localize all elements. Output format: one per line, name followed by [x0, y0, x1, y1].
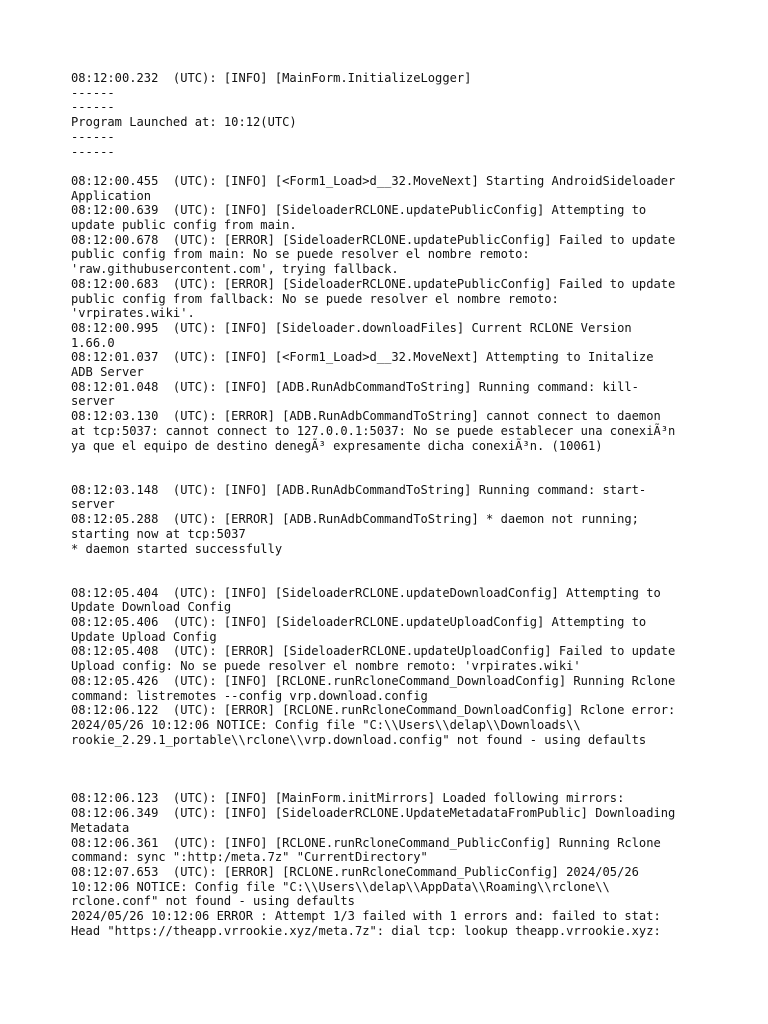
log-line: 08:12:00.232 (UTC): [INFO] [MainForm.InitializeLogger] [71, 71, 472, 85]
log-line: 08:12:00.683 (UTC): [ERROR] [SideloaderRCLONE.updatePublicConfig] Failed to update [71, 276, 676, 291]
log-line: Metadata [71, 820, 130, 835]
log-line: Head "https://theapp.vrrookie.xyz/meta.7z": dial tcp: lookup theapp.vrrookie.xyz: [71, 923, 661, 938]
log-line: ya que el equipo de destino denegÃ³ expresamente dicha conexiÃ³n. (10061) [71, 438, 603, 453]
log-line: 2024/05/26 10:12:06 NOTICE: Config file "C:\\Users\\delap\\Downloads\\ [71, 717, 581, 732]
log-line [71, 453, 711, 468]
log-line: 08:12:00.639 (UTC): [INFO] [SideloaderRCLONE.updatePublicConfig] Attempting to [71, 203, 647, 218]
log-line: 'vrpirates.wiki'. [71, 306, 195, 321]
log-line: 'raw.githubusercontent.com', trying fallback. [71, 262, 399, 277]
log-line: 08:12:00.995 (UTC): [INFO] [Sideloader.downloadFiles] Current RCLONE Version [71, 320, 632, 335]
log-line: server [71, 394, 115, 409]
log-line: 08:12:06.123 (UTC): [INFO] [MainForm.initMirrors] Loaded following mirrors: [71, 791, 625, 806]
log-line: ------ [71, 85, 115, 100]
log-line: Upload config: No se puede resolver el nombre remoto: 'vrpirates.wiki' [71, 659, 581, 674]
log-line: 08:12:03.130 (UTC): [ERROR] [ADB.RunAdbCommandToString] cannot connect to daemon [71, 409, 661, 424]
log-line: ------ [71, 100, 115, 115]
log-line: 08:12:01.037 (UTC): [INFO] [<Form1_Load>d__32.MoveNext] Attempting to Initalize [71, 350, 654, 365]
log-line: 08:12:06.349 (UTC): [INFO] [SideloaderRCLONE.UpdateMetadataFromPublic] Downloading [71, 806, 676, 821]
log-line: public config from main: No se puede resolver el nombre remoto: [71, 247, 530, 262]
log-line: 08:12:00.455 (UTC): [INFO] [<Form1_Load>d__32.MoveNext] Starting AndroidSideloader [71, 173, 676, 188]
log-line: 08:12:05.288 (UTC): [ERROR] [ADB.RunAdbCommandToString] * daemon not running; [71, 512, 639, 527]
log-line [71, 762, 711, 777]
log-line [71, 777, 711, 792]
log-line: 08:12:00.678 (UTC): [ERROR] [SideloaderRCLONE.updatePublicConfig] Failed to update [71, 232, 676, 247]
log-line: 08:12:06.122 (UTC): [ERROR] [RCLONE.runRcloneCommand_DownloadConfig] Rclone error: [71, 703, 676, 718]
log-line [71, 747, 711, 762]
log-line: ADB Server [71, 365, 144, 380]
log-line: 08:12:03.148 (UTC): [INFO] [ADB.RunAdbCommandToString] Running command: start- [71, 482, 647, 497]
log-line [71, 556, 711, 571]
log-line: command: listremotes --config vrp.download.config [71, 688, 428, 703]
log-line [71, 159, 711, 174]
log-line: 08:12:07.653 (UTC): [ERROR] [RCLONE.runRcloneCommand_PublicConfig] 2024/05/26 [71, 864, 639, 879]
log-line: Program Launched at: 10:12(UTC) [71, 115, 297, 130]
log-line: update public config from main. [71, 218, 297, 233]
log-line: rclone.conf" not found - using defaults [71, 894, 355, 909]
log-line [71, 571, 711, 586]
log-line: Application [71, 188, 152, 203]
log-line [71, 468, 711, 483]
log-line: server [71, 497, 115, 512]
log-line: ------ [71, 129, 115, 144]
log-line: 10:12:06 NOTICE: Config file "C:\\Users\\delap\\AppData\\Roaming\\rclone\\ [71, 879, 610, 894]
log-line: starting now at tcp:5037 [71, 526, 246, 541]
log-line: Update Download Config [71, 600, 232, 615]
log-line: 08:12:05.426 (UTC): [INFO] [RCLONE.runRcloneCommand_DownloadConfig] Running Rclone [71, 673, 676, 688]
log-line: ------ [71, 144, 115, 159]
log-line: * daemon started successfully [71, 541, 283, 556]
log-line: public config from fallback: No se puede resolver el nombre remoto: [71, 291, 559, 306]
log-line: 08:12:05.406 (UTC): [INFO] [SideloaderRCLONE.updateUploadConfig] Attempting to [71, 615, 647, 630]
log-line: 08:12:05.408 (UTC): [ERROR] [SideloaderRCLONE.updateUploadConfig] Failed to update [71, 644, 676, 659]
log-line: rookie_2.29.1_portable\\rclone\\vrp.download.config" not found - using defaults [71, 732, 647, 747]
log-line: 08:12:06.361 (UTC): [INFO] [RCLONE.runRcloneCommand_PublicConfig] Running Rclone [71, 835, 661, 850]
log-line: 08:12:05.404 (UTC): [INFO] [SideloaderRCLONE.updateDownloadConfig] Attempting to [71, 585, 661, 600]
log-document [71, 71, 711, 938]
log-line: command: sync ":http:/meta.7z" "CurrentDirectory" [71, 850, 428, 865]
log-line: 1.66.0 [71, 335, 115, 350]
log-line: Update Upload Config [71, 629, 217, 644]
log-line: 08:12:01.048 (UTC): [INFO] [ADB.RunAdbCommandToString] Running command: kill- [71, 379, 639, 394]
log-line: 2024/05/26 10:12:06 ERROR : Attempt 1/3 failed with 1 errors and: failed to stat: [71, 909, 661, 924]
log-line: at tcp:5037: cannot connect to 127.0.0.1:5037: No se puede establecer una conexiÃ³n [71, 423, 676, 438]
